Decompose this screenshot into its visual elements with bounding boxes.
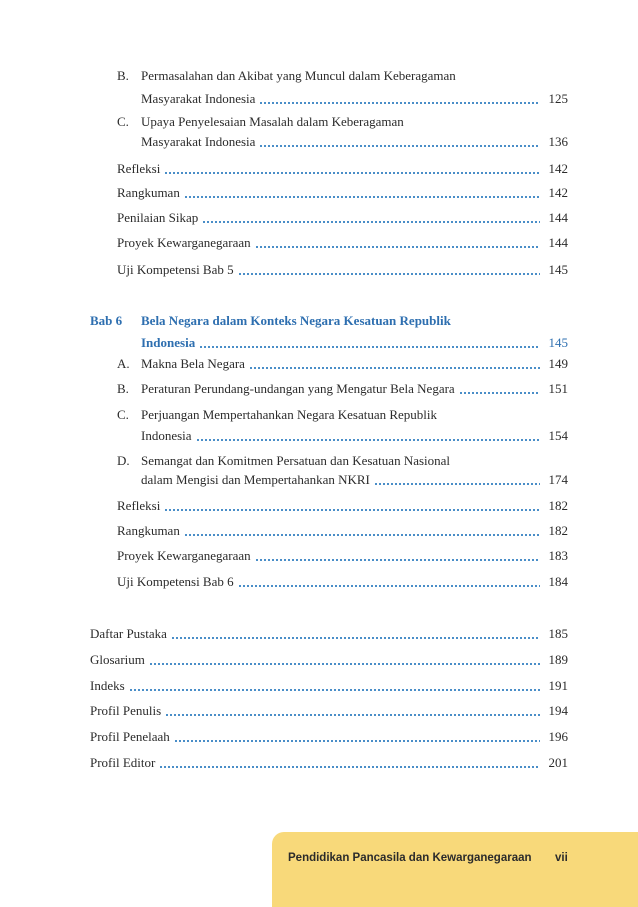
page-number: 145 bbox=[548, 335, 568, 350]
toc-entry-proyek-5[interactable] bbox=[0, 234, 638, 251]
page-number: 145 bbox=[548, 262, 568, 277]
leader-dots bbox=[459, 392, 540, 394]
leader-dots bbox=[164, 509, 540, 511]
toc-entry-uji-kompetensi-6[interactable] bbox=[0, 573, 638, 590]
page-number: 142 bbox=[548, 185, 568, 200]
toc-entry-bab6-b[interactable] bbox=[0, 380, 638, 397]
leader-dots bbox=[159, 766, 540, 768]
toc-entry-bab6-c[interactable] bbox=[0, 406, 638, 446]
section-title-line2: Masyarakat Indonesia bbox=[141, 91, 256, 106]
section-letter: B. bbox=[117, 68, 129, 83]
section-title-line2: Indonesia bbox=[141, 428, 192, 443]
entry-title: Daftar Pustaka bbox=[90, 626, 167, 641]
leader-dots bbox=[249, 367, 540, 369]
leader-dots bbox=[164, 172, 540, 174]
section-title-line2: dalam Mengisi dan Mempertahankan NKRI bbox=[141, 472, 370, 487]
toc-entry-refleksi-5[interactable] bbox=[0, 160, 638, 177]
footer-band bbox=[272, 832, 638, 907]
toc-entry-profil-editor[interactable] bbox=[0, 754, 638, 771]
chapter-title-line1: Bela Negara dalam Konteks Negara Kesatuan Republik bbox=[141, 313, 451, 328]
footer-page-number: vii bbox=[555, 852, 568, 864]
section-title-line1: Upaya Penyelesaian Masalah dalam Keberagaman bbox=[141, 114, 404, 129]
section-letter: C. bbox=[117, 407, 129, 422]
page-number: 189 bbox=[548, 652, 568, 667]
leader-dots bbox=[184, 534, 540, 536]
section-title-line2: Masyarakat Indonesia bbox=[141, 134, 256, 149]
entry-title: Profil Penulis bbox=[90, 703, 162, 718]
chapter-label: Bab 6 bbox=[90, 313, 123, 328]
entry-title: Proyek Kewarganegaraan bbox=[117, 548, 251, 563]
section-letter: C. bbox=[117, 114, 129, 129]
toc-entry-bab6-a[interactable] bbox=[0, 355, 638, 372]
leader-dots bbox=[196, 439, 540, 441]
toc-entry-refleksi-6[interactable] bbox=[0, 497, 638, 514]
entry-title: Refleksi bbox=[117, 161, 161, 176]
leader-dots bbox=[184, 196, 540, 198]
entry-title: Uji Kompetensi Bab 6 bbox=[117, 574, 234, 589]
page-number: 182 bbox=[548, 523, 568, 538]
page-number: 194 bbox=[548, 703, 568, 718]
toc-entry-penilaian-sikap[interactable] bbox=[0, 209, 638, 226]
toc-entry-uji-kompetensi-5[interactable] bbox=[0, 261, 638, 278]
page-number: 182 bbox=[548, 498, 568, 513]
toc-entry-daftar-pustaka[interactable] bbox=[0, 625, 638, 642]
toc-entry-proyek-6[interactable] bbox=[0, 547, 638, 564]
section-title-line1: Makna Bela Negara bbox=[141, 356, 245, 371]
page-number: 144 bbox=[548, 210, 568, 225]
entry-title: Profil Editor bbox=[90, 755, 156, 770]
page-number: 149 bbox=[548, 356, 568, 371]
leader-dots bbox=[255, 559, 540, 561]
leader-dots bbox=[199, 346, 540, 348]
entry-title: Glosarium bbox=[90, 652, 145, 667]
section-letter: A. bbox=[117, 356, 130, 371]
toc-entry-bab5-c[interactable] bbox=[0, 113, 638, 153]
section-letter: B. bbox=[117, 381, 129, 396]
entry-title: Indeks bbox=[90, 678, 125, 693]
toc-entry-indeks[interactable] bbox=[0, 677, 638, 694]
section-title-line1: Peraturan Perundang-undangan yang Mengatur Bela Negara bbox=[141, 381, 455, 396]
chapter-title-line2: Indonesia bbox=[141, 335, 196, 350]
leader-dots bbox=[255, 246, 540, 248]
section-title-line1: Semangat dan Komitmen Persatuan dan Kesatuan Nasional bbox=[141, 453, 451, 468]
toc-entry-bab6-d[interactable] bbox=[0, 452, 638, 492]
leader-dots bbox=[165, 714, 540, 716]
leader-dots bbox=[374, 483, 540, 485]
leader-dots bbox=[202, 221, 540, 223]
entry-title: Profil Penelaah bbox=[90, 729, 170, 744]
toc-entry-rangkuman-6[interactable] bbox=[0, 522, 638, 539]
entry-title: Rangkuman bbox=[117, 185, 180, 200]
page-number: 136 bbox=[548, 134, 568, 149]
footer-book-title: Pendidikan Pancasila dan Kewarganegaraan bbox=[288, 852, 532, 864]
toc-entry-rangkuman-5[interactable] bbox=[0, 184, 638, 201]
leader-dots bbox=[171, 637, 540, 639]
leader-dots bbox=[259, 145, 540, 147]
leader-dots bbox=[238, 585, 540, 587]
toc-chapter-bab6[interactable] bbox=[0, 312, 638, 354]
leader-dots bbox=[259, 102, 540, 104]
section-letter: D. bbox=[117, 453, 130, 468]
page-number: 154 bbox=[548, 428, 568, 443]
entry-title: Penilaian Sikap bbox=[117, 210, 199, 225]
page-number: 142 bbox=[548, 161, 568, 176]
page-number: 201 bbox=[548, 755, 568, 770]
entry-title: Refleksi bbox=[117, 498, 161, 513]
leader-dots bbox=[174, 740, 540, 742]
page-number: 183 bbox=[548, 548, 568, 563]
page-number: 151 bbox=[548, 381, 568, 396]
leader-dots bbox=[129, 689, 540, 691]
page-number: 125 bbox=[548, 91, 568, 106]
page-number: 185 bbox=[548, 626, 568, 641]
toc-entry-profil-penelaah[interactable] bbox=[0, 728, 638, 745]
page-number: 174 bbox=[548, 472, 568, 487]
leader-dots bbox=[238, 273, 540, 275]
section-title-line1: Perjuangan Mempertahankan Negara Kesatuan Republik bbox=[141, 407, 438, 422]
leader-dots bbox=[149, 663, 540, 665]
toc-entry-bab5-b[interactable] bbox=[0, 67, 638, 107]
entry-title: Rangkuman bbox=[117, 523, 180, 538]
page-number: 196 bbox=[548, 729, 568, 744]
page-number: 144 bbox=[548, 235, 568, 250]
page-number: 184 bbox=[548, 574, 568, 589]
entry-title: Proyek Kewarganegaraan bbox=[117, 235, 251, 250]
toc-entry-glosarium[interactable] bbox=[0, 651, 638, 668]
page-number: 191 bbox=[548, 678, 568, 693]
entry-title: Uji Kompetensi Bab 5 bbox=[117, 262, 234, 277]
section-title-line1: Permasalahan dan Akibat yang Muncul dalam Keberagaman bbox=[141, 68, 456, 83]
toc-entry-profil-penulis[interactable] bbox=[0, 702, 638, 719]
